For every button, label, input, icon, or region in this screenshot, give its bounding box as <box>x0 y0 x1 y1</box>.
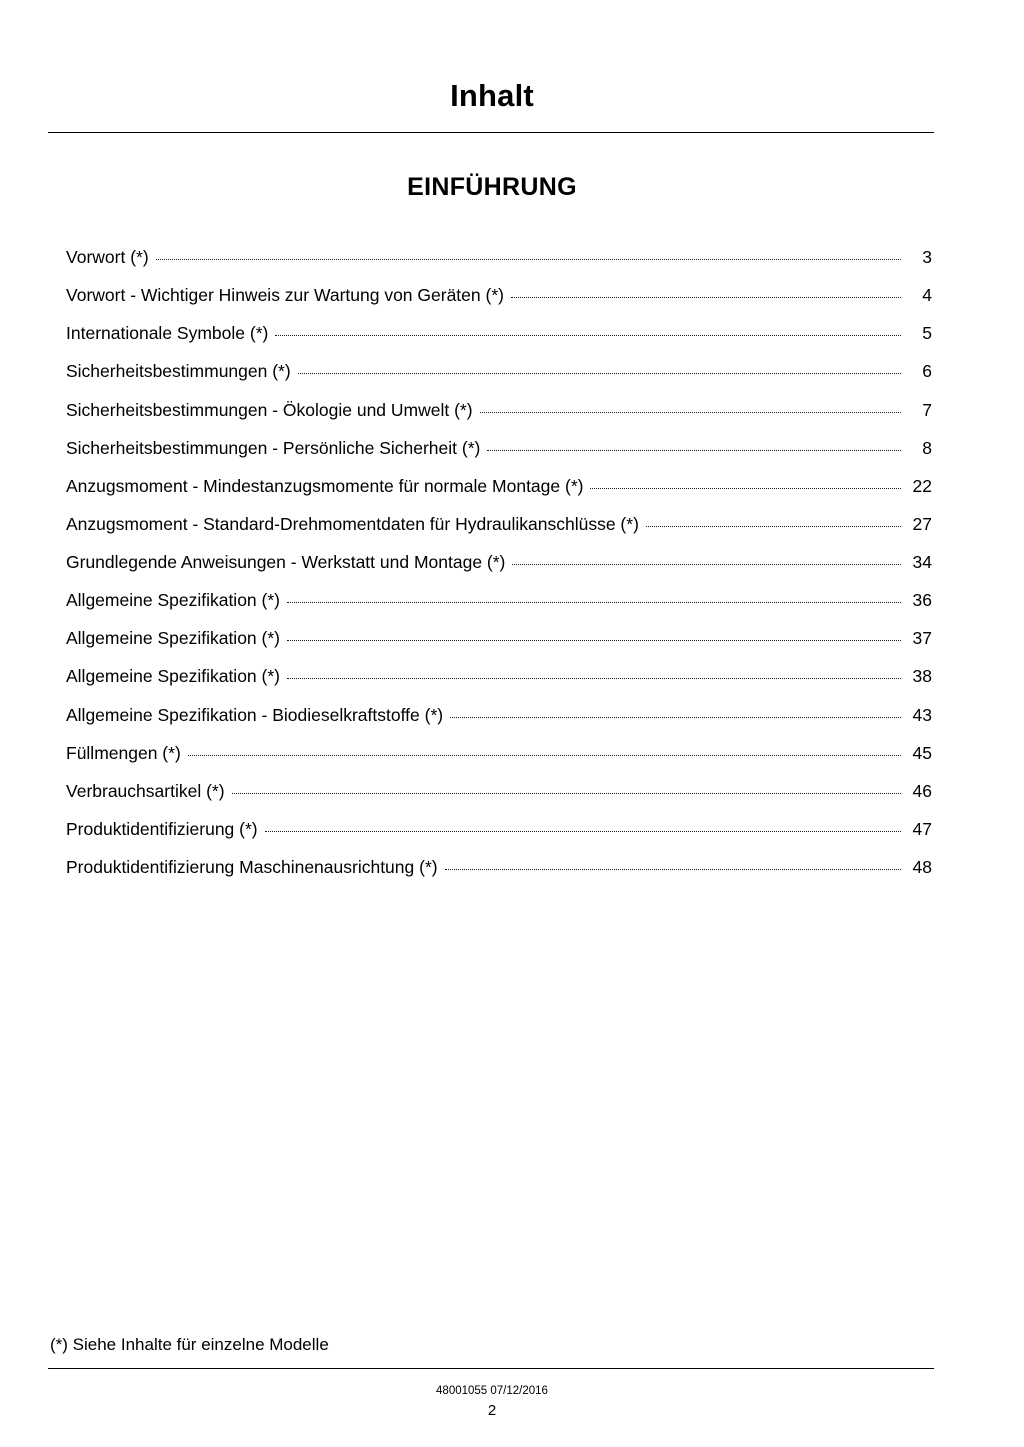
section-heading: EINFÜHRUNG <box>407 173 577 201</box>
toc-leader-dots <box>450 704 901 718</box>
toc-leader-dots <box>590 475 901 489</box>
toc-entry-page: 5 <box>922 323 932 344</box>
toc-entry[interactable] <box>66 780 932 804</box>
toc-entry-page: 22 <box>912 475 932 496</box>
toc-leader-dots <box>487 437 901 451</box>
toc-entry-label: Produktidentifizierung Maschinenausrichtung (*) <box>66 857 438 877</box>
toc-entry-page: 36 <box>912 590 932 611</box>
toc-entry-page: 47 <box>912 818 932 839</box>
toc-leader-dots <box>287 590 901 604</box>
toc-leader-dots <box>445 856 901 870</box>
toc-entry-page: 27 <box>912 513 932 534</box>
toc-entry[interactable] <box>66 551 932 575</box>
footnote: (*) Siehe Inhalte für einzelne Modelle <box>50 1335 329 1354</box>
toc-entry-label: Produktidentifizierung (*) <box>66 818 258 839</box>
toc-entry-page: 7 <box>922 399 932 420</box>
footer-divider <box>48 1368 934 1369</box>
toc-entry[interactable] <box>66 513 932 537</box>
toc-entry-label: Allgemeine Spezifikation - Biodieselkraftstoffe (*) <box>66 704 444 725</box>
toc-entry-label: Allgemeine Spezifikation (*) <box>66 666 280 687</box>
toc-leader-dots <box>188 742 901 756</box>
toc-entry-label: Allgemeine Spezifikation (*) <box>66 590 280 611</box>
toc-entry-page: 43 <box>912 704 932 725</box>
toc-entry-label: Anzugsmoment - Mindestanzugsmomente für normale Montage (*) <box>66 475 584 496</box>
toc-entry-label: Anzugsmoment - Standard-Drehmomentdaten für Hydraulikanschlüsse (*) <box>66 513 639 534</box>
toc-leader-dots <box>287 666 901 680</box>
toc-entry-page: 6 <box>922 361 932 382</box>
toc-leader-dots <box>511 285 901 299</box>
toc-entry-label: Vorwort (*) <box>66 247 149 267</box>
toc-entry[interactable] <box>66 589 932 613</box>
toc-leader-dots <box>232 780 901 794</box>
toc-entry[interactable] <box>66 856 932 880</box>
toc-leader-dots <box>265 818 901 832</box>
toc-leader-dots <box>512 551 901 565</box>
toc-entry-label: Sicherheitsbestimmungen - Persönliche Sicherheit (*) <box>66 437 481 458</box>
toc-entry[interactable] <box>66 665 932 689</box>
toc-entry-label: Füllmengen (*) <box>66 742 181 763</box>
toc-entry-page: 4 <box>922 285 932 306</box>
toc-entry[interactable] <box>66 742 932 766</box>
toc-entry-label: Vorwort - Wichtiger Hinweis zur Wartung von Geräten (*) <box>66 285 504 306</box>
title-divider <box>48 132 934 133</box>
toc-leader-dots <box>646 513 901 527</box>
toc-entry-label: Grundlegende Anweisungen - Werkstatt und Montage (*) <box>66 552 506 572</box>
toc-entry[interactable] <box>66 322 932 346</box>
toc-entry-page: 48 <box>912 857 932 877</box>
toc-leader-dots <box>287 628 901 642</box>
toc-entry[interactable] <box>66 399 932 423</box>
toc-entry-page: 38 <box>912 666 932 687</box>
toc-entry-label: Verbrauchsartikel (*) <box>66 780 225 801</box>
toc-entry-page: 34 <box>912 552 932 572</box>
toc-leader-dots <box>275 323 901 337</box>
footer-page-number: 2 <box>487 1402 497 1419</box>
toc-entry[interactable] <box>66 627 932 651</box>
toc-entry[interactable] <box>66 360 932 384</box>
toc-entry[interactable] <box>66 437 932 461</box>
toc-entry-page: 45 <box>912 742 932 763</box>
toc-entry-label: Sicherheitsbestimmungen (*) <box>66 361 291 382</box>
toc-entry-page: 8 <box>922 437 932 458</box>
toc-entry-page: 37 <box>912 628 932 649</box>
toc-entry[interactable] <box>66 246 932 270</box>
toc-entry-page: 3 <box>922 247 932 267</box>
toc-entry[interactable] <box>66 818 932 842</box>
toc-entry[interactable] <box>66 704 932 728</box>
toc-entry-label: Sicherheitsbestimmungen - Ökologie und Umwelt (*) <box>66 399 473 420</box>
toc-entry-page: 46 <box>912 780 932 801</box>
footer-document-code: 48001055 07/12/2016 <box>436 1385 548 1397</box>
toc-entry[interactable] <box>66 284 932 308</box>
toc-entry-label: Internationale Symbole (*) <box>66 323 269 344</box>
toc-entry-label: Allgemeine Spezifikation (*) <box>66 628 280 649</box>
toc-leader-dots <box>298 361 901 375</box>
table-of-contents <box>66 246 932 880</box>
toc-entry[interactable] <box>66 475 932 499</box>
page-title: Inhalt <box>450 78 534 113</box>
toc-leader-dots <box>156 246 901 260</box>
toc-leader-dots <box>480 399 901 413</box>
